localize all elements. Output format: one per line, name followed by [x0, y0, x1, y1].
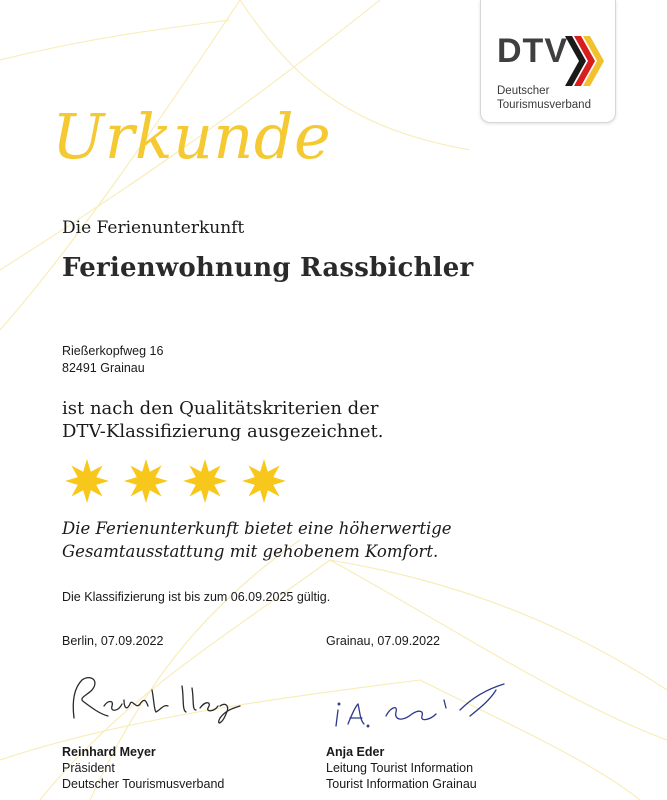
star-icon: [182, 458, 228, 504]
star-icon: [64, 458, 110, 504]
statement-line-1: ist nach den Qualitätskriterien der: [62, 398, 379, 419]
address-city: 82491 Grainau: [62, 361, 145, 375]
logo-wordmark: DTV: [497, 32, 568, 70]
signer-left: [62, 744, 224, 792]
place-date-left: Berlin, 07.09.2022: [62, 634, 164, 648]
signature-anja-eder: [320, 680, 520, 740]
dtv-logo: [480, 0, 616, 123]
classification-statement: [62, 397, 383, 443]
signer-left-role: Präsident: [62, 761, 115, 775]
validity-note: Die Klassifizierung ist bis zum 06.09.2025 gültig.: [62, 590, 331, 604]
signature-reinhard-meyer: [60, 670, 260, 730]
intro-text: Die Ferienunterkunft: [62, 218, 245, 238]
property-name: Ferienwohnung Rassbichler: [62, 253, 474, 283]
signer-left-org: Deutscher Tourismusverband: [62, 777, 225, 791]
logo-line-1: Deutscher: [497, 85, 550, 97]
logo-subtitle: [497, 84, 609, 112]
claim-line-1: Die Ferienunterkunft bietet eine höherwertige: [62, 519, 452, 538]
signer-left-name: Reinhard Meyer: [62, 745, 156, 759]
signer-right-role: Leitung Tourist Information: [326, 761, 474, 775]
star-rating: [64, 458, 300, 504]
address-street: Rießerkopfweg 16: [62, 344, 164, 358]
flag-chevrons-icon: [563, 36, 605, 86]
logo-line-2: Tourismusverband: [497, 99, 591, 111]
signer-right: [326, 744, 477, 792]
place-date-right: Grainau, 07.09.2022: [326, 634, 440, 648]
claim-line-2: Gesamtausstattung mit gehobenem Komfort.: [62, 542, 439, 561]
property-address: [62, 343, 163, 377]
certificate-title: Urkunde: [52, 100, 332, 173]
statement-line-2: DTV-Klassifizierung ausgezeichnet.: [62, 421, 384, 442]
star-icon: [123, 458, 169, 504]
star-icon: [241, 458, 287, 504]
signer-right-name: Anja Eder: [326, 745, 385, 759]
quality-claim: [62, 517, 452, 563]
signer-right-org: Tourist Information Grainau: [326, 777, 477, 791]
